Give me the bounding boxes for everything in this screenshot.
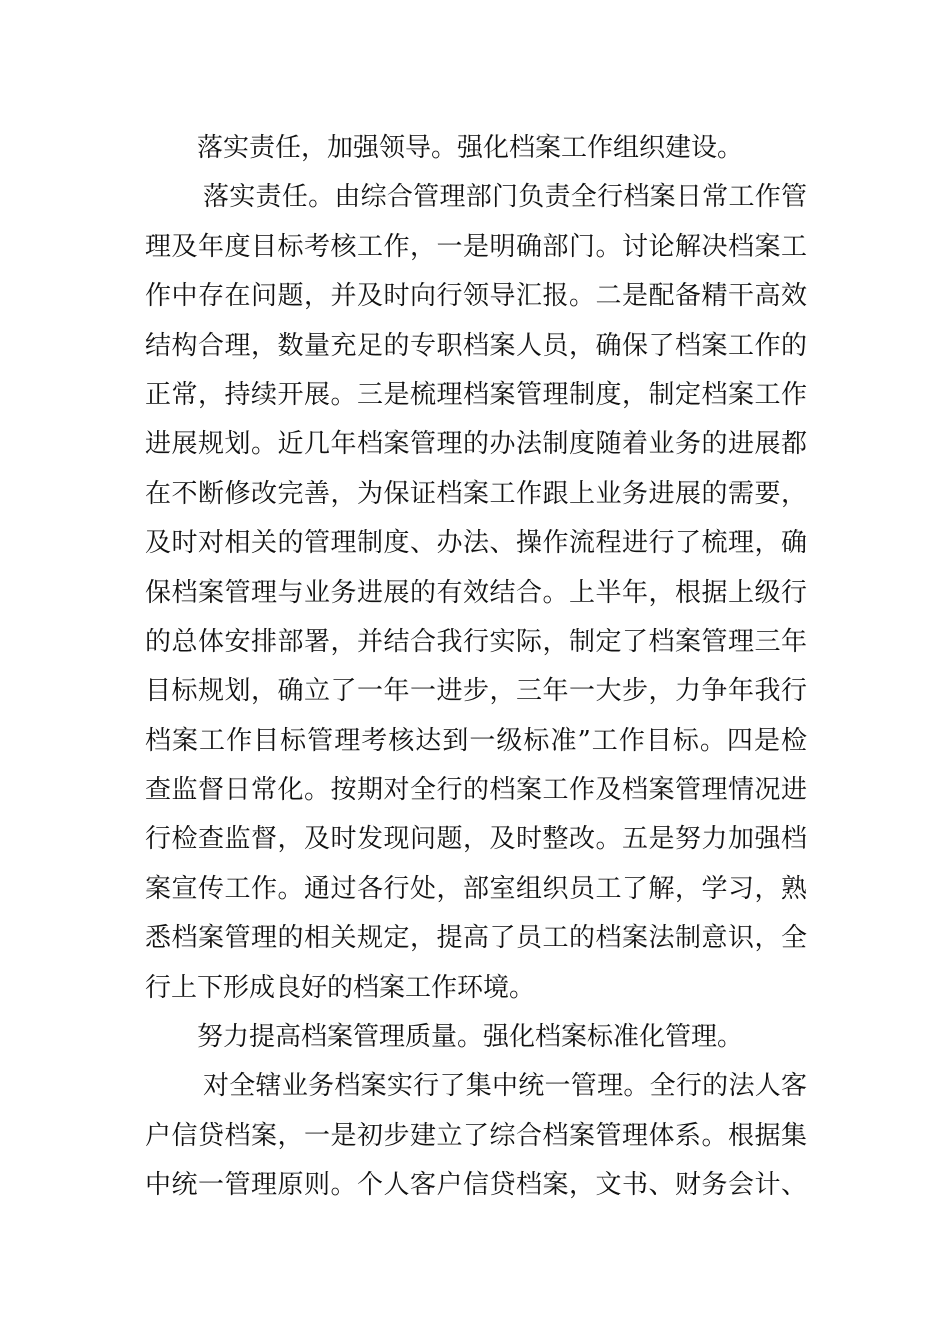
- paragraph-line: 进展规划。近几年档案管理的办法制度随着业务的进展都: [145, 429, 807, 460]
- paragraph-line: 对全辖业务档案实行了集中统一管理。全行的法人客: [203, 1071, 807, 1102]
- paragraph-line: 保档案管理与业务进展的有效结合。上半年，根据上级行: [145, 577, 807, 608]
- paragraph-line: 悉档案管理的相关规定，提高了员工的档案法制意识，全: [145, 923, 807, 954]
- section-heading-quality: 努力提高档案管理质量。强化档案标准化管理。: [197, 1022, 744, 1053]
- paragraph-line: 在不断修改完善，为保证档案工作跟上业务进展的需要，: [145, 478, 807, 509]
- paragraph-line: 结构合理，数量充足的专职档案人员，确保了档案工作的: [145, 330, 807, 361]
- document-body: [145, 124, 807, 1211]
- paragraph-line: 理及年度目标考核工作，一是明确部门。讨论解决档案工: [145, 231, 807, 262]
- paragraph-line: 行检查监督，及时发现问题，及时整改。五是努力加强档: [145, 824, 807, 855]
- paragraph-last-line: 行上下形成良好的档案工作环境。: [145, 972, 536, 1003]
- paragraph-line: 正常，持续开展。三是梳理档案管理制度，制定档案工作: [145, 379, 807, 410]
- paragraph-line: 中统一管理原则。个人客户信贷档案，文书、财务会计、: [145, 1170, 807, 1201]
- paragraph-line: 户信贷档案，一是初步建立了综合档案管理体系。根据集: [145, 1120, 807, 1151]
- paragraph-line: 目标规划，确立了一年一进步，三年一大步，力争年我行: [145, 676, 807, 707]
- paragraph-line: 案宣传工作。通过各行处，部室组织员工了解，学习，熟: [145, 873, 807, 904]
- paragraph-line: 档案工作目标管理考核达到一级标准”工作目标。四是检: [145, 725, 807, 756]
- paragraph-line: 及时对相关的管理制度、办法、操作流程进行了梳理，确: [145, 528, 807, 559]
- paragraph-line: 的总体安排部署，并结合我行实际，制定了档案管理三年: [145, 626, 807, 657]
- section-heading-responsibility: 落实责任，加强领导。强化档案工作组织建设。: [197, 133, 744, 163]
- paragraph-line: 查监督日常化。按期对全行的档案工作及档案管理情况进: [145, 775, 807, 806]
- paragraph-line: 作中存在问题，并及时向行领导汇报。二是配备精干高效: [145, 281, 807, 312]
- paragraph-line: 落实责任。由综合管理部门负责全行档案日常工作管: [203, 182, 807, 213]
